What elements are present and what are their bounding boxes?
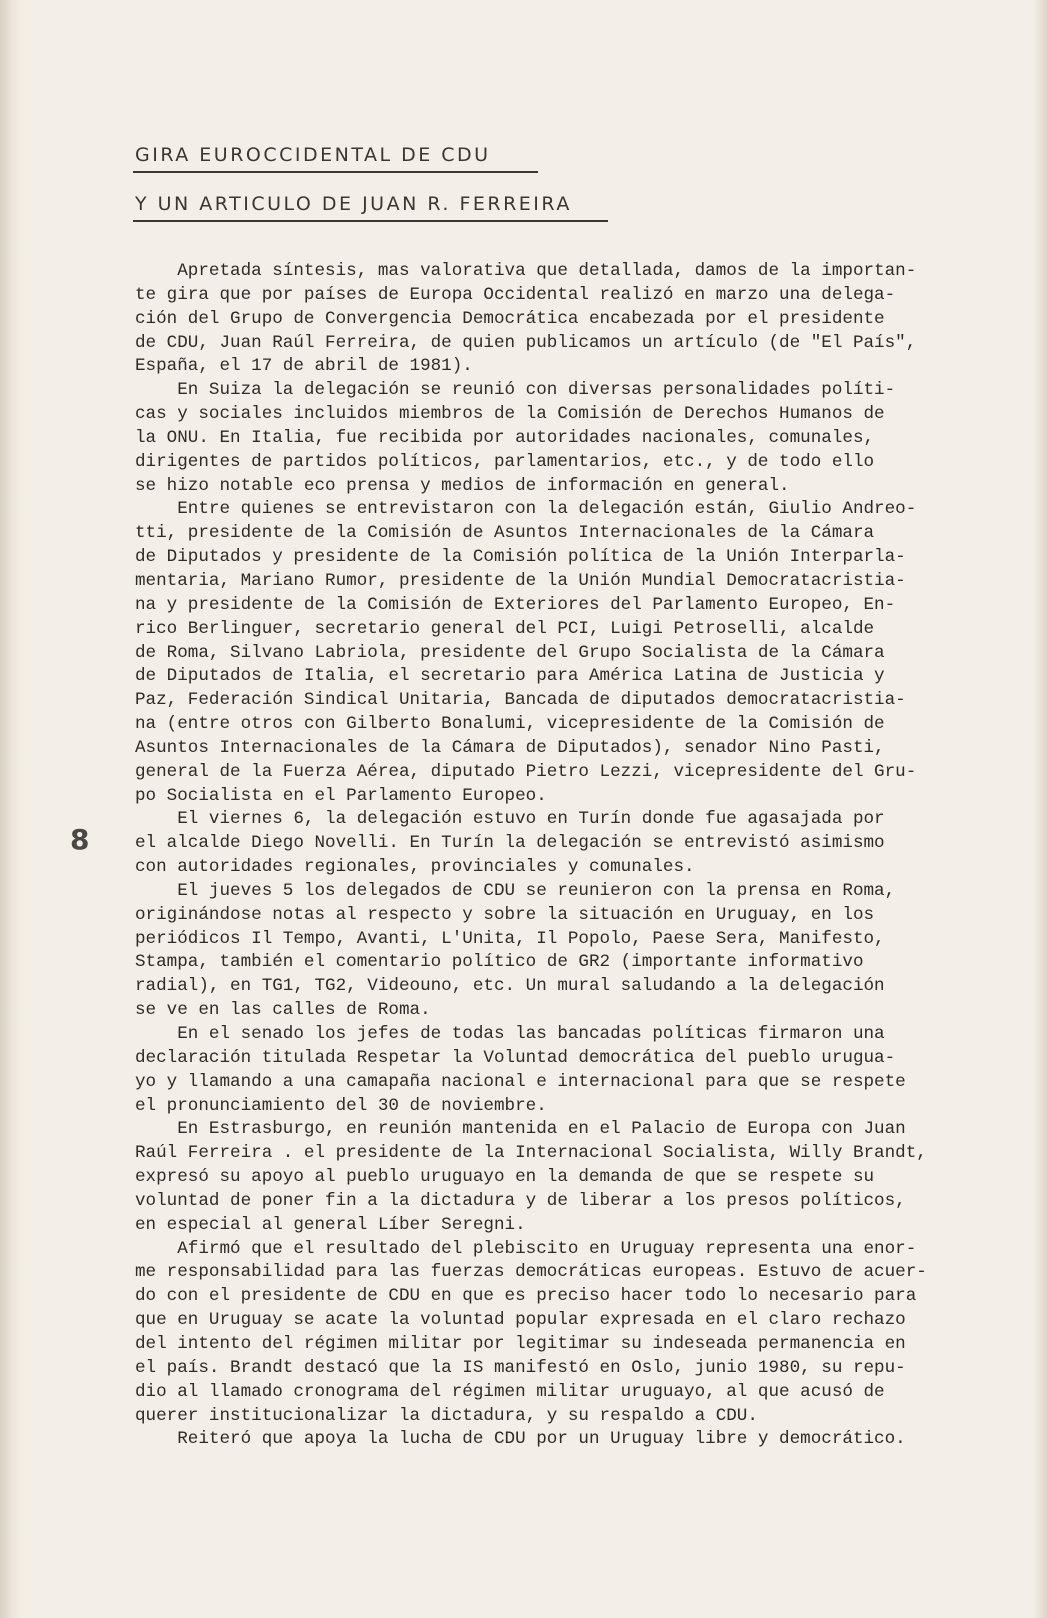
body-line: de CDU, Juan Raúl Ferreira, de quien publicamos un artículo (de "El País", (135, 332, 917, 353)
body-line: originándose notas al respecto y sobre la situación en Uruguay, en los (135, 904, 875, 925)
body-line: El viernes 6, la delegación estuvo en Turín donde fue agasajada por (135, 809, 885, 830)
page-number: 8 (70, 823, 90, 856)
body-line: de Diputados y presidente de la Comisión política de la Unión Interparla- (135, 547, 906, 568)
body-line: En Estrasburgo, en reunión mantenida en el Palacio de Europa con Juan (135, 1119, 906, 1140)
body-line: Stampa, también el comentario político de GR2 (importante informativo (135, 952, 864, 973)
body-line: me responsabilidad para las fuerzas democráticas europeas. Estuvo de acuer- (135, 1262, 927, 1283)
body-line: en especial al general Líber Seregni. (135, 1214, 526, 1235)
body-line: Apretada síntesis, mas valorativa que detallada, damos de la importan- (135, 261, 917, 281)
headline-underline-1 (133, 171, 538, 173)
body-line: En Suiza la delegación se reunió con diversas personalidades políti- (135, 380, 896, 401)
body-line: el país. Brandt destacó que la IS manifestó en Oslo, junio 1980, su repu- (135, 1357, 906, 1378)
body-line: En el senado los jefes de todas las bancadas políticas firmaron una (135, 1024, 885, 1044)
headline-line-1: GIRA EUROCCIDENTAL DE CDU (135, 144, 491, 166)
body-line: Raúl Ferreira . el presidente de la Internacional Socialista, Willy Brandt, (135, 1143, 927, 1164)
body-line: general de la Fuerza Aérea, diputado Pietro Lezzi, vicepresidente del Gru- (135, 761, 917, 782)
body-line: cas y sociales incluidos miembros de la Comisión de Derechos Humanos de (135, 404, 885, 425)
body-line: do con el presidente de CDU en que es preciso hacer todo lo necesario para (135, 1286, 917, 1307)
body-line: dio al llamado cronograma del régimen militar uruguayo, al que acusó de (135, 1381, 885, 1402)
body-line: na y presidente de la Comisión de Exteriores del Parlamento Europeo, En- (135, 594, 896, 615)
body-line: España, el 17 de abril de 1981). (135, 356, 473, 377)
body-line: yo y llamando a una camapaña nacional e internacional para que se respete (135, 1071, 906, 1092)
body-line: Paz, Federación Sindical Unitaria, Bancada de diputados democratacristia- (135, 690, 906, 711)
body-line: po Socialista en el Parlamento Europeo. (135, 785, 547, 806)
body-line: con autoridades regionales, provinciales y comunales. (135, 857, 695, 878)
body-line: mentaria, Mariano Rumor, presidente de la Unión Mundial Democratacristia- (135, 570, 906, 591)
body-line: Reiteró que apoya la lucha de CDU por un Uruguay libre y democrático. (135, 1429, 906, 1450)
body-line: de Diputados de Italia, el secretario para América Latina de Justicia y (135, 666, 885, 687)
body-line: del intento del régimen militar por legitimar su indeseada permanencia en (135, 1333, 906, 1354)
body-line: te gira que por países de Europa Occidental realizó en marzo una delega- (135, 284, 896, 305)
body-line: radial), en TG1, TG2, Videouno, etc. Un mural saludando a la delegación (135, 976, 885, 997)
body-line: rico Berlinguer, secretario general del PCI, Luigi Petroselli, alcalde (135, 618, 875, 639)
body-line: El jueves 5 los delegados de CDU se reunieron con la prensa en Roma, (135, 880, 896, 901)
body-line: tti, presidente de la Comisión de Asuntos Internacionales de la Cámara (135, 523, 875, 544)
body-line: ción del Grupo de Convergencia Democrática encabezada por el presidente (135, 308, 885, 329)
body-line: periódicos Il Tempo, Avanti, L'Unita, Il Popolo, Paese Sera, Manifesto, (135, 928, 885, 949)
body-line: dirigentes de partidos políticos, parlamentarios, etc., y de todo ello (135, 451, 875, 472)
body-line: la ONU. En Italia, fue recibida por autoridades nacionales, comunales, (135, 427, 875, 448)
body-line: Afirmó que el resultado del plebiscito en Uruguay representa una enor- (135, 1238, 917, 1259)
body-line: voluntad de poner fin a la dictadura y de liberar a los presos políticos, (135, 1190, 906, 1211)
body-line: de Roma, Silvano Labriola, presidente del Grupo Socialista de la Cámara (135, 642, 885, 663)
body-line: se hizo notable eco prensa y medios de información en general. (135, 475, 790, 496)
article-body (135, 260, 1015, 1452)
body-line: Entre quienes se entrevistaron con la delegación están, Giulio Andreo- (135, 499, 917, 520)
body-line: querer institucionalizar la dictadura, y su respaldo a CDU. (135, 1405, 758, 1426)
body-line: Asuntos Internacionales de la Cámara de Diputados), senador Nino Pasti, (135, 737, 885, 758)
headline-underline-2 (133, 220, 608, 222)
body-line: expresó su apoyo al pueblo uruguayo en la demanda de que se respete su (135, 1167, 875, 1188)
body-line: declaración titulada Respetar la Voluntad democrática del pueblo urugua- (135, 1047, 896, 1068)
body-line: na (entre otros con Gilberto Bonalumi, vicepresidente de la Comisión de (135, 714, 885, 735)
page-edge-left (0, 0, 22, 1618)
body-line: el pronunciamiento del 30 de noviembre. (135, 1095, 547, 1116)
body-line: que en Uruguay se acate la voluntad popular expresada en el claro rechazo (135, 1310, 906, 1331)
page-edge-right (1033, 0, 1047, 1618)
body-line: se ve en las calles de Roma. (135, 1000, 431, 1021)
headline-line-2: Y UN ARTICULO DE JUAN R. FERREIRA (135, 193, 572, 215)
body-line: el alcalde Diego Novelli. En Turín la delegación se entrevistó asimismo (135, 833, 885, 854)
